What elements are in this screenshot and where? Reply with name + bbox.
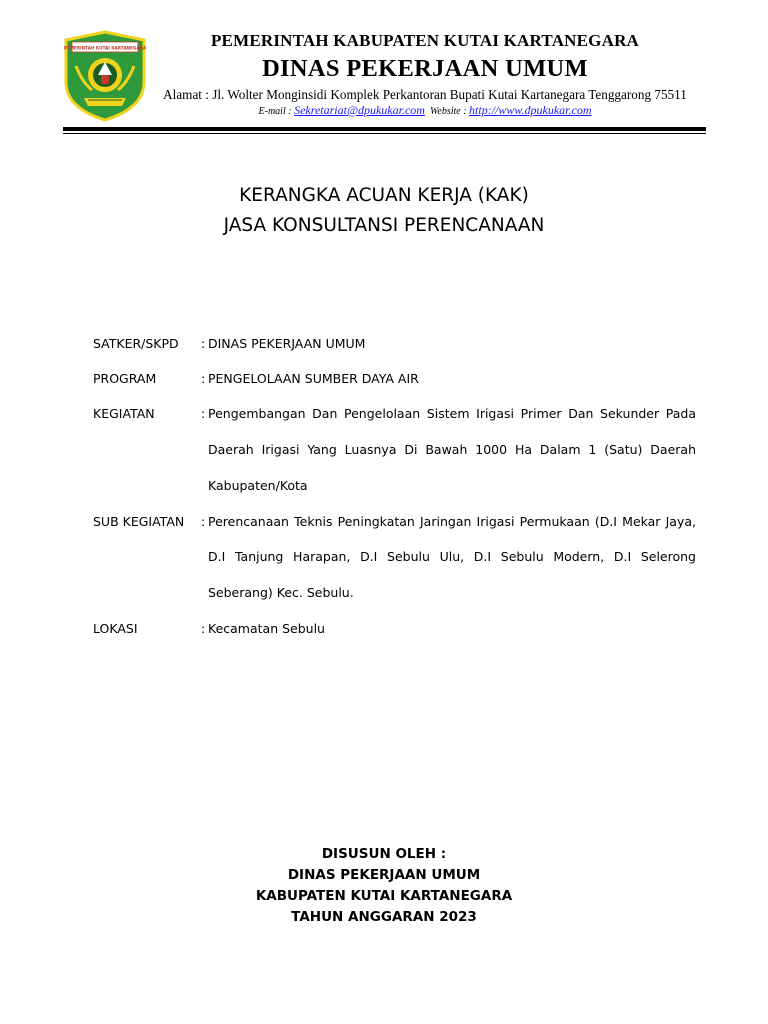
letterhead-agency-name: DINAS PEKERJAAN UMUM (262, 55, 588, 82)
website-link[interactable]: http://www.dpukukar.com (469, 103, 592, 117)
letterhead-divider-thick (63, 127, 706, 131)
kegiatan-value-line: Daerah Irigasi Yang Luasnya Di Bawah 1000 Ha Dalam 1 (Satu) Daerah (208, 442, 696, 457)
lokasi-label: LOKASI (93, 621, 138, 636)
prepared-by-agency: DINAS PEKERJAAN UMUM (287, 867, 481, 883)
kegiatan-value-line: Kabupaten/Kota (208, 478, 308, 493)
svg-text:PEMERINTAH KUTAI KARTANEGARA: PEMERINTAH KUTAI KARTANEGARA (63, 45, 147, 51)
letterhead-contact (150, 103, 700, 118)
document-subtitle: JASA KONSULTANSI PERENCANAAN (223, 215, 545, 236)
email-label: E-mail : (258, 106, 292, 117)
sub-kegiatan-value-line: Perencanaan Teknis Peningkatan Jaringan Irigasi Permukaan (D.I Mekar Jaya, (208, 514, 696, 529)
document-title: KERANGKA ACUAN KERJA (KAK) (239, 185, 529, 206)
program-label: PROGRAM (93, 371, 157, 386)
fiscal-year: TAHUN ANGGARAN 2023 (291, 909, 477, 925)
sub-kegiatan-label: SUB KEGIATAN (93, 514, 185, 529)
kegiatan-label: KEGIATAN (93, 406, 155, 421)
prepared-by-label: DISUSUN OLEH : (321, 846, 447, 862)
sub-kegiatan-separator: : (201, 514, 206, 529)
kegiatan-separator: : (201, 406, 206, 421)
sub-kegiatan-value-line: D.I Tanjung Harapan, D.I Sebulu Ulu, D.I Sebulu Modern, D.I Selerong (208, 549, 696, 564)
letterhead-divider-thin (63, 133, 706, 134)
kegiatan-value-line: Pengembangan Dan Pengelolaan Sistem Irigasi Primer Dan Sekunder Pada (208, 406, 696, 421)
program-value: PENGELOLAAN SUMBER DAYA AIR (208, 371, 419, 386)
website-label: Website : (429, 106, 467, 117)
program-separator: : (201, 371, 206, 386)
email-link[interactable]: Sekretariat@dpukukar.com (294, 103, 425, 117)
letterhead-government-name: PEMERINTAH KABUPATEN KUTAI KARTANEGARA (210, 31, 640, 50)
sub-kegiatan-value-line: Seberang) Kec. Sebulu. (208, 585, 354, 600)
letterhead-address: Alamat : Jl. Wolter Monginsidi Komplek Perkantoran Bupati Kutai Kartanegara Tenggarong 75511 (163, 87, 687, 102)
satker-label: SATKER/SKPD (93, 336, 179, 351)
lokasi-value: Kecamatan Sebulu (208, 621, 325, 636)
satker-value: DINAS PEKERJAAN UMUM (208, 336, 366, 351)
lokasi-separator: : (201, 621, 206, 636)
prepared-by-regency: KABUPATEN KUTAI KARTANEGARA (255, 888, 513, 904)
satker-separator: : (201, 336, 206, 351)
kutai-kartanegara-emblem-icon (62, 30, 148, 122)
